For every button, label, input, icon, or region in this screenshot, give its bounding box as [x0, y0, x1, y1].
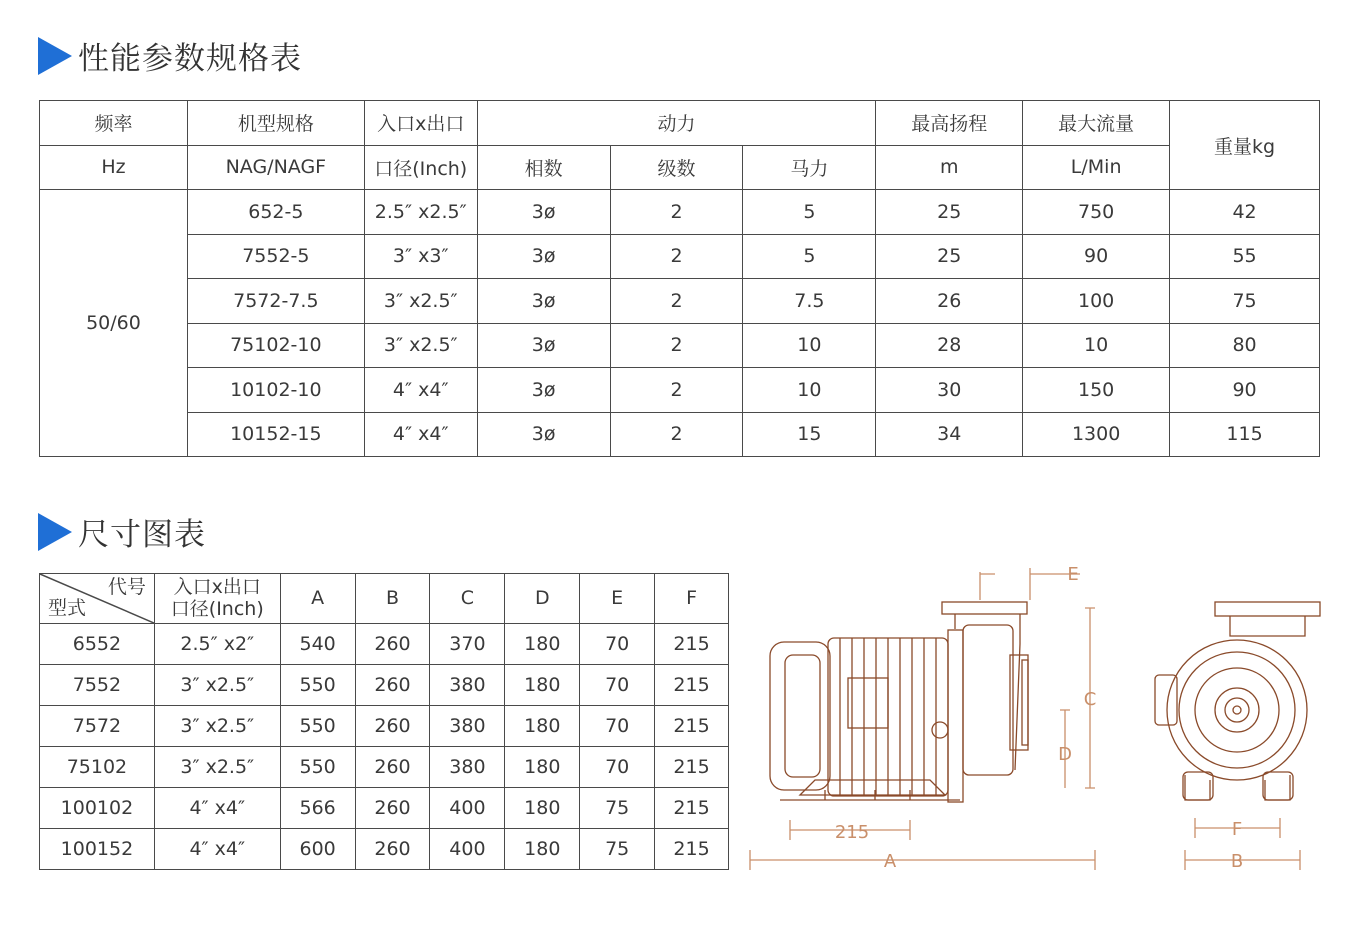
dim-row [40, 788, 729, 829]
cell-stage: 2 [610, 412, 743, 457]
header-model: 机型规格 [187, 101, 364, 146]
cell-c: 380 [430, 706, 505, 747]
cell-b: 260 [355, 624, 430, 665]
spec-table-body [40, 190, 1320, 457]
cell-type: 7552 [40, 665, 155, 706]
cell-head: 28 [876, 323, 1023, 368]
cell-inout: 4″ x4″ [154, 829, 280, 870]
cell-flow: 150 [1023, 368, 1170, 413]
cell-inout: 2.5″ x2″ [154, 624, 280, 665]
cell-inout: 3″ x2.5″ [154, 747, 280, 788]
cell-flow: 1300 [1023, 412, 1170, 457]
cell-weight: 80 [1170, 323, 1320, 368]
header-code: 代号 [107, 576, 146, 598]
cell-model: 652-5 [187, 190, 364, 235]
cell-e: 70 [580, 747, 655, 788]
unit-phase: 相数 [477, 145, 610, 190]
cell-hp: 10 [743, 323, 876, 368]
header-f: F [655, 574, 729, 624]
cell-type: 7572 [40, 706, 155, 747]
cell-inout: 3″ x2.5″ [364, 279, 477, 324]
cell-flow: 750 [1023, 190, 1170, 235]
section-title-dimensions [38, 509, 206, 554]
dim-table-body [40, 624, 729, 870]
header-max-flow: 最大流量 [1023, 101, 1170, 146]
cell-inout: 4″ x4″ [154, 788, 280, 829]
cell-d: 180 [505, 747, 580, 788]
cell-flow: 10 [1023, 323, 1170, 368]
cell-model: 7552-5 [187, 234, 364, 279]
triangle-bullet-icon [38, 37, 72, 75]
cell-hp: 5 [743, 234, 876, 279]
cell-a: 540 [280, 624, 355, 665]
cell-inout: 4″ x4″ [364, 412, 477, 457]
spec-row [40, 412, 1320, 457]
spec-row [40, 323, 1320, 368]
cell-weight: 42 [1170, 190, 1320, 235]
header-c: C [430, 574, 505, 624]
cell-c: 400 [430, 829, 505, 870]
cell-a: 566 [280, 788, 355, 829]
header-inlet-outlet-line2: 口径(Inch) [170, 597, 264, 620]
cell-weight: 90 [1170, 368, 1320, 413]
dimension-label-d: D [1058, 744, 1072, 765]
cell-f: 215 [655, 665, 729, 706]
cell-a: 550 [280, 747, 355, 788]
header-d: D [505, 574, 580, 624]
pump-side-view [770, 602, 1028, 802]
cell-e: 75 [580, 788, 655, 829]
dim-row [40, 829, 729, 870]
header-frequency: 频率 [40, 101, 188, 146]
header-inlet-outlet: 入口x出口 [364, 101, 477, 146]
cell-stage: 2 [610, 234, 743, 279]
cell-model: 7572-7.5 [187, 279, 364, 324]
cell-c: 380 [430, 747, 505, 788]
cell-stage: 2 [610, 279, 743, 324]
cell-phase: 3ø [477, 234, 610, 279]
dim-row [40, 624, 729, 665]
cell-head: 34 [876, 412, 1023, 457]
spec-row [40, 279, 1320, 324]
cell-d: 180 [505, 624, 580, 665]
pump-front-view [1155, 602, 1320, 800]
unit-head: m [876, 145, 1023, 190]
dimension-table [39, 573, 729, 870]
header-power: 动力 [477, 101, 876, 146]
cell-b: 260 [355, 788, 430, 829]
cell-hp: 7.5 [743, 279, 876, 324]
cell-head: 25 [876, 234, 1023, 279]
cell-e: 75 [580, 829, 655, 870]
section-title-text: 尺寸图表 [78, 517, 206, 553]
dimension-label-c: C [1083, 689, 1097, 710]
cell-c: 380 [430, 665, 505, 706]
cell-inout: 2.5″ x2.5″ [364, 190, 477, 235]
dimension-label-215: 215 [834, 822, 870, 843]
cell-hp: 10 [743, 368, 876, 413]
cell-inout: 4″ x4″ [364, 368, 477, 413]
section-title-performance [38, 33, 302, 78]
triangle-bullet-icon [38, 513, 72, 551]
spec-row [40, 234, 1320, 279]
cell-a: 550 [280, 706, 355, 747]
header-inlet-outlet-line1: 入口x出口 [173, 575, 261, 598]
cell-a: 550 [280, 665, 355, 706]
dimension-label-b: B [1230, 851, 1244, 872]
cell-stage: 2 [610, 323, 743, 368]
cell-d: 180 [505, 665, 580, 706]
header-inlet-outlet [154, 574, 280, 624]
dim-row [40, 706, 729, 747]
cell-phase: 3ø [477, 323, 610, 368]
header-e: E [580, 574, 655, 624]
header-type: 型式 [48, 597, 87, 620]
cell-type: 75102 [40, 747, 155, 788]
cell-flow: 100 [1023, 279, 1170, 324]
dim-row [40, 747, 729, 788]
cell-weight: 115 [1170, 412, 1320, 457]
cell-e: 70 [580, 706, 655, 747]
unit-stage: 级数 [610, 145, 743, 190]
cell-f: 215 [655, 706, 729, 747]
unit-model: NAG/NAGF [187, 145, 364, 190]
cell-c: 400 [430, 788, 505, 829]
cell-e: 70 [580, 665, 655, 706]
spec-header-row [40, 101, 1320, 146]
cell-head: 30 [876, 368, 1023, 413]
cell-d: 180 [505, 829, 580, 870]
dimension-label-a: A [883, 851, 897, 872]
pump-dimension-drawing [740, 560, 1340, 880]
cell-b: 260 [355, 747, 430, 788]
cell-a: 600 [280, 829, 355, 870]
cell-stage: 2 [610, 190, 743, 235]
cell-inout: 3″ x2.5″ [154, 665, 280, 706]
cell-d: 180 [505, 706, 580, 747]
cell-b: 260 [355, 665, 430, 706]
cell-model: 10102-10 [187, 368, 364, 413]
cell-b: 260 [355, 706, 430, 747]
header-diagonal-cell [40, 574, 155, 624]
cell-f: 215 [655, 829, 729, 870]
cell-f: 215 [655, 747, 729, 788]
cell-b: 260 [355, 829, 430, 870]
header-b: B [355, 574, 430, 624]
header-max-head: 最高扬程 [876, 101, 1023, 146]
dimension-label-f: F [1231, 819, 1243, 840]
spec-row [40, 190, 1320, 235]
dim-header-row [40, 574, 729, 624]
cell-weight: 75 [1170, 279, 1320, 324]
cell-e: 70 [580, 624, 655, 665]
cell-stage: 2 [610, 368, 743, 413]
unit-inlet-outlet: 口径(Inch) [364, 145, 477, 190]
unit-flow: L/Min [1023, 145, 1170, 190]
dim-row [40, 665, 729, 706]
unit-frequency: Hz [40, 145, 188, 190]
cell-inout: 3″ x3″ [364, 234, 477, 279]
cell-head: 25 [876, 190, 1023, 235]
frequency-value: 50/60 [40, 190, 188, 457]
cell-f: 215 [655, 624, 729, 665]
cell-phase: 3ø [477, 412, 610, 457]
spec-unit-row [40, 145, 1320, 190]
cell-f: 215 [655, 788, 729, 829]
cell-inout: 3″ x2.5″ [364, 323, 477, 368]
cell-model: 10152-15 [187, 412, 364, 457]
cell-type: 100152 [40, 829, 155, 870]
cell-head: 26 [876, 279, 1023, 324]
cell-phase: 3ø [477, 279, 610, 324]
header-a: A [280, 574, 355, 624]
section-title-text: 性能参数规格表 [78, 41, 302, 77]
header-weight: 重量kg [1170, 101, 1320, 190]
spec-row [40, 368, 1320, 413]
cell-hp: 15 [743, 412, 876, 457]
cell-phase: 3ø [477, 190, 610, 235]
cell-inout: 3″ x2.5″ [154, 706, 280, 747]
dimension-label-e: E [1067, 564, 1079, 585]
cell-flow: 90 [1023, 234, 1170, 279]
cell-type: 6552 [40, 624, 155, 665]
cell-hp: 5 [743, 190, 876, 235]
unit-horsepower: 马力 [743, 145, 876, 190]
cell-model: 75102-10 [187, 323, 364, 368]
performance-spec-table [39, 100, 1320, 457]
cell-c: 370 [430, 624, 505, 665]
cell-d: 180 [505, 788, 580, 829]
cell-type: 100102 [40, 788, 155, 829]
cell-phase: 3ø [477, 368, 610, 413]
cell-weight: 55 [1170, 234, 1320, 279]
